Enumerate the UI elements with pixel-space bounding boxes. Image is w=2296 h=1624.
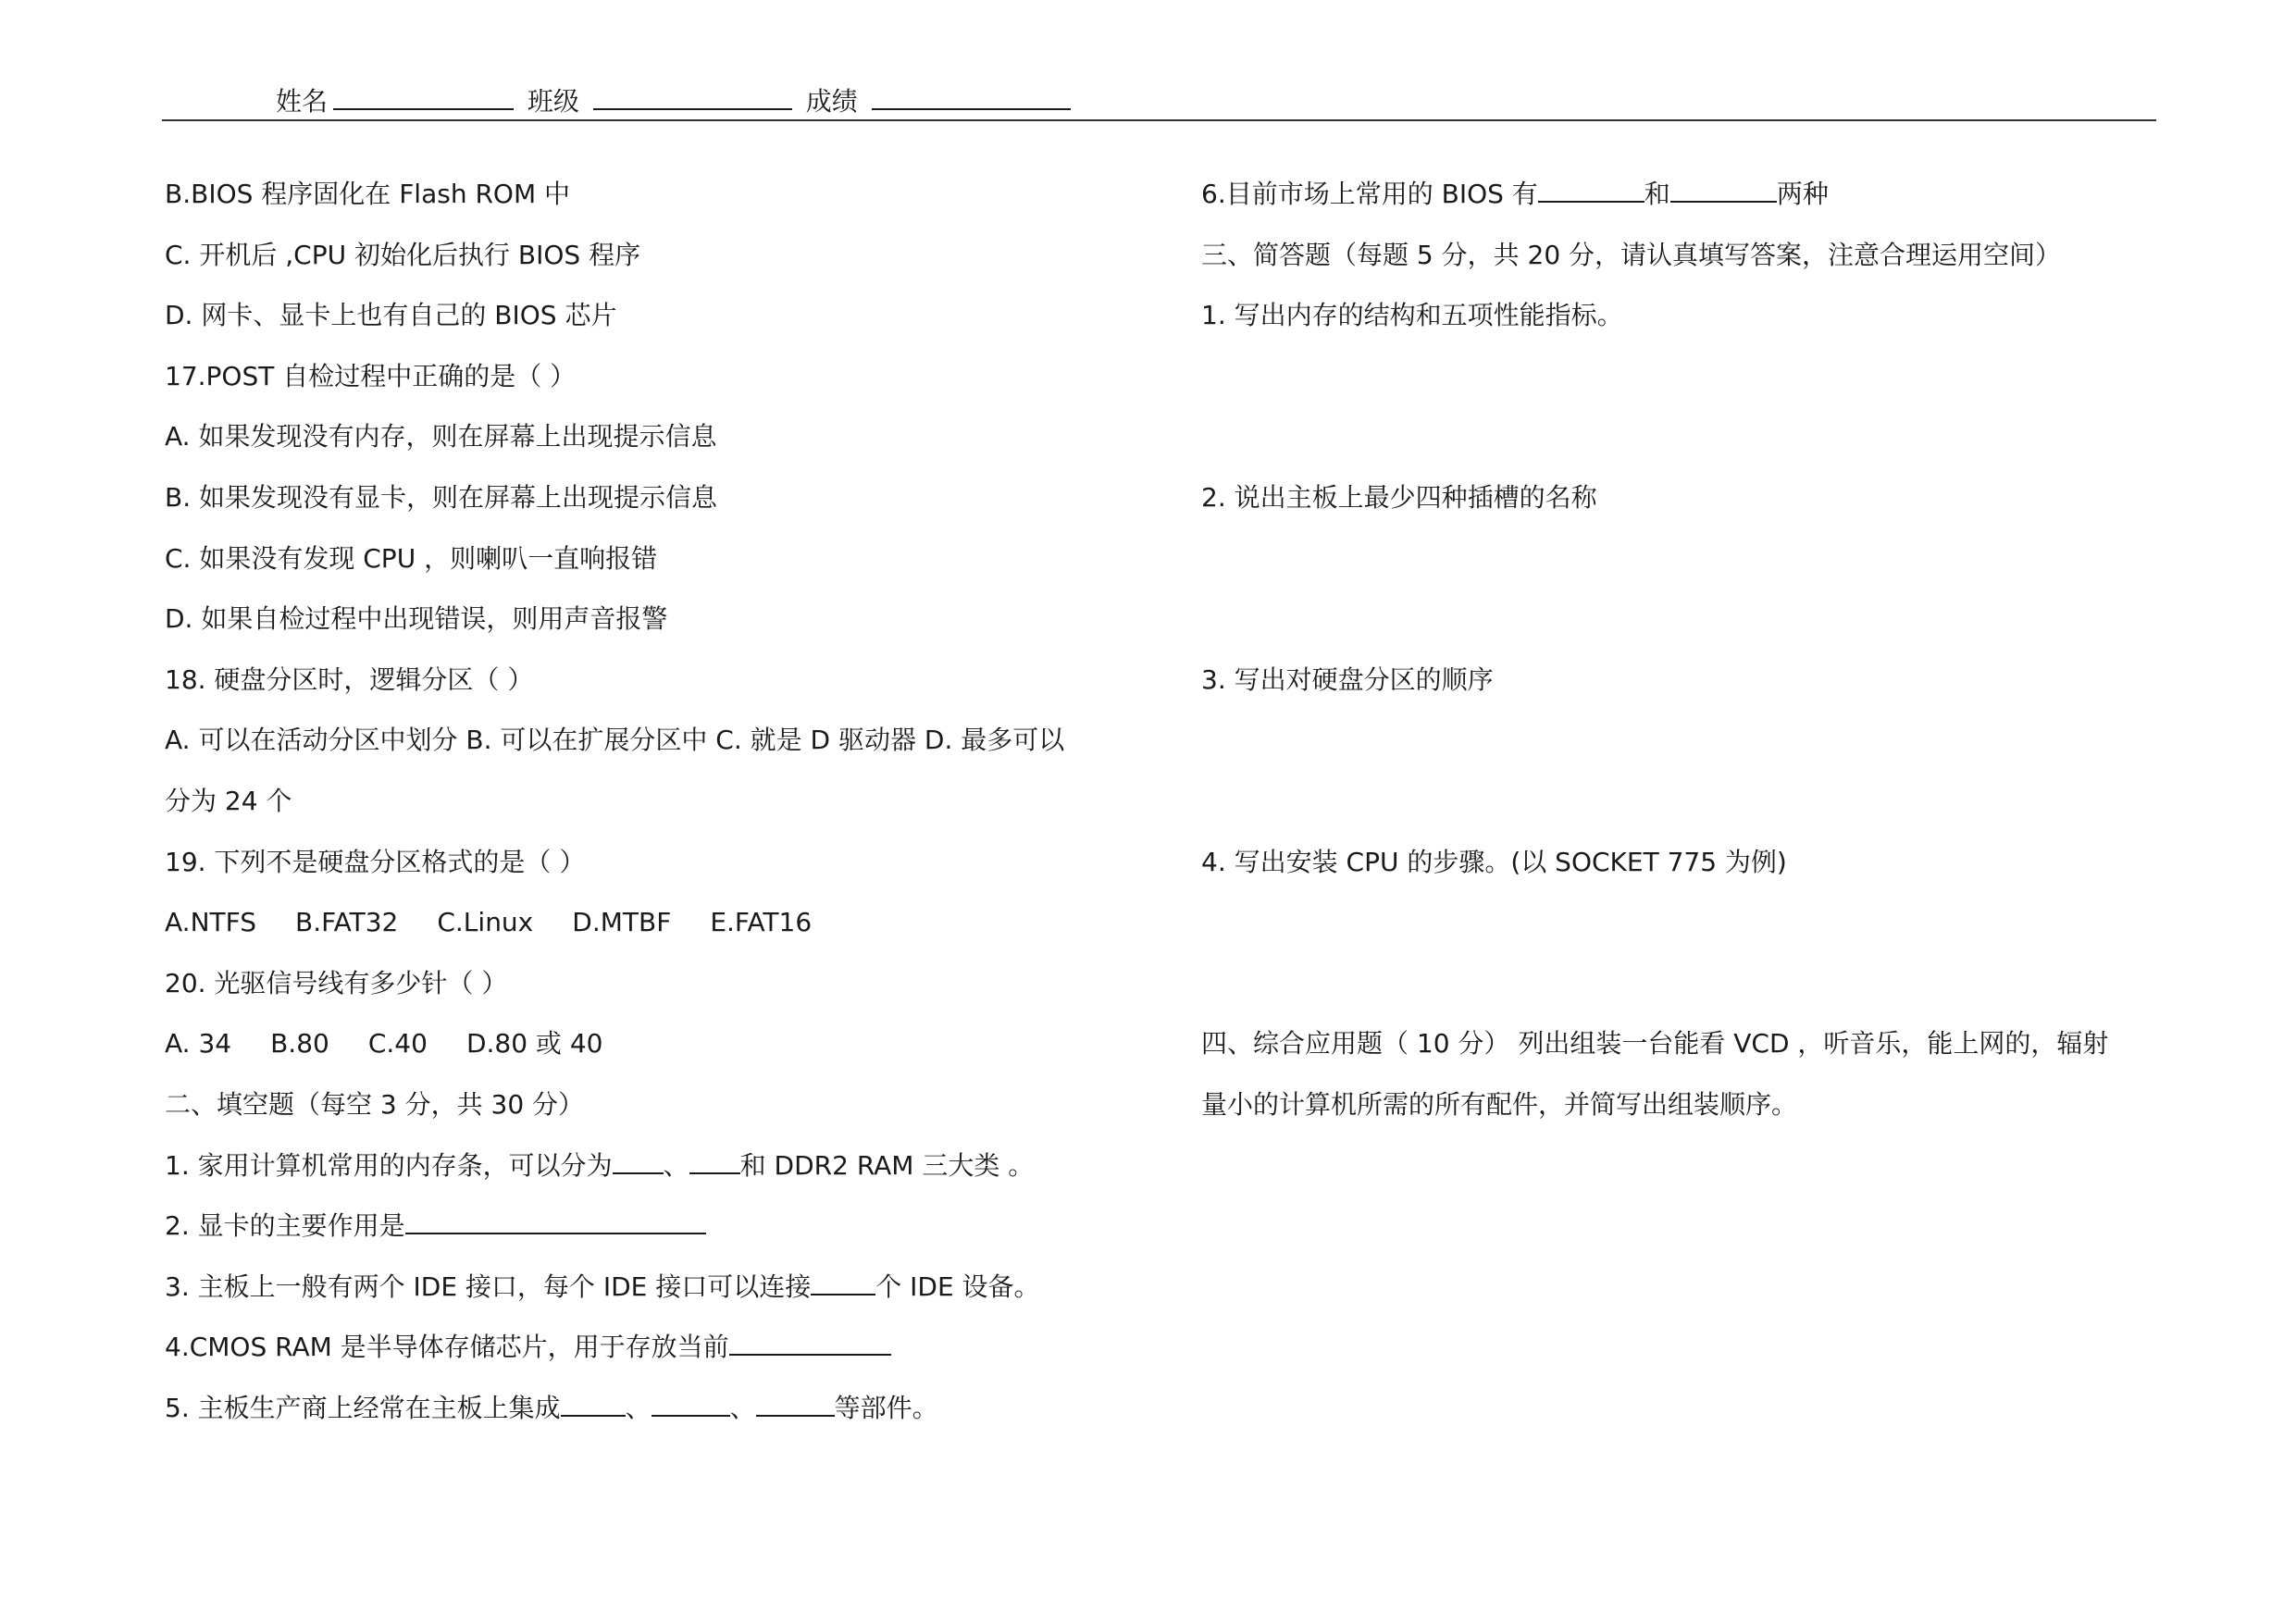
option: D.MTBF (572, 907, 672, 938)
answer-blank[interactable] (613, 1148, 664, 1174)
question-19: 19. 下列不是硬盘分区格式的是（ ） (165, 846, 586, 877)
question-17-option-a: A. 如果发现没有内存，则在屏幕上出现提示信息 (165, 421, 717, 452)
section-4-title-cont: 量小的计算机所需的所有配件，并简写出组装顺序。 (1201, 1088, 1798, 1120)
short-answer-4: 4. 写出安装 CPU 的步骤。(以 SOCKET 775 为例) (1201, 846, 1787, 877)
section-4-title: 四、综合应用题（ 10 分） 列出组装一台能看 VCD ，听音乐，能上网的，辐射 (1201, 1028, 2109, 1060)
class-blank[interactable] (593, 84, 792, 110)
answer-blank[interactable] (756, 1391, 835, 1417)
class-label: 班级 (527, 86, 579, 117)
question-16-option-d: D. 网卡、显卡上也有自己的 BIOS 芯片 (165, 300, 617, 331)
option: C.40 (367, 1028, 428, 1060)
name-label: 姓名 (276, 86, 329, 117)
short-answer-1: 1. 写出内存的结构和五项性能指标。 (1201, 300, 1623, 331)
answer-blank[interactable] (652, 1391, 730, 1417)
short-answer-3: 3. 写出对硬盘分区的顺序 (1201, 663, 1494, 695)
option: E.FAT16 (710, 907, 813, 938)
section-2-title: 二、填空题（每空 3 分，共 30 分） (165, 1088, 585, 1120)
fill-question-5: 5. 主板生产商上经常在主板上集成 、 、 等部件。 (165, 1392, 938, 1423)
question-19-options (165, 904, 1136, 965)
header-rule (162, 119, 2156, 121)
question-17: 17.POST 自检过程中正确的是（ ） (165, 360, 577, 391)
question-18-options: A. 可以在活动分区中划分 B. 可以在扩展分区中 C. 就是 D 驱动器 D. 最多可以 (165, 725, 1065, 756)
name-blank[interactable] (333, 84, 514, 110)
answer-space[interactable] (1201, 358, 2164, 419)
answer-space[interactable] (1201, 722, 2164, 783)
answer-space[interactable] (1201, 418, 2164, 479)
option: C.Linux (437, 907, 534, 938)
question-20: 20. 光驱信号线有多少针（ ） (165, 967, 508, 998)
option: A. 34 (165, 1028, 232, 1060)
score-blank[interactable] (872, 84, 1071, 110)
right-column (1201, 176, 2164, 1147)
option: B.80 (270, 1028, 329, 1060)
question-16-option-c: C. 开机后 ,CPU 初始化后执行 BIOS 程序 (165, 239, 641, 270)
question-16-option-b: B.BIOS 程序固化在 Flash ROM 中 (165, 179, 571, 209)
left-column (165, 176, 1136, 1450)
answer-space[interactable] (1201, 783, 2164, 844)
section-3-title: 三、简答题（每题 5 分，共 20 分，请认真填写答案，注意合理运用空间） (1201, 239, 2062, 270)
fill-question-3: 3. 主板上一般有两个 IDE 接口，每个 IDE 接口可以连接 个 IDE 设备。 (165, 1271, 1040, 1302)
answer-space[interactable] (1201, 540, 2164, 601)
answer-blank[interactable] (1538, 177, 1644, 203)
option: D.80 或 40 (465, 1028, 603, 1060)
fill-question-4: 4.CMOS RAM 是半导体存储芯片，用于存放当前 (165, 1329, 1136, 1390)
student-info-header (276, 81, 1076, 118)
question-18: 18. 硬盘分区时，逻辑分区（ ） (165, 663, 534, 695)
score-label: 成绩 (805, 86, 858, 117)
question-20-options (165, 1025, 1136, 1086)
answer-blank[interactable] (1670, 177, 1777, 203)
answer-blank[interactable] (561, 1391, 626, 1417)
answer-blank[interactable] (811, 1270, 875, 1295)
fill-question-1: 1. 家用计算机常用的内存条，可以分为 、 和 DDR2 RAM 三大类 。 (165, 1149, 1035, 1181)
question-18-options-cont: 分为 24 个 (165, 785, 292, 816)
answer-blank[interactable] (689, 1148, 740, 1174)
answer-blank[interactable] (405, 1209, 706, 1234)
answer-blank[interactable] (729, 1330, 891, 1356)
answer-space[interactable] (1201, 965, 2164, 1026)
answer-space[interactable] (1201, 601, 2164, 662)
question-17-option-b: B. 如果发现没有显卡，则在屏幕上出现提示信息 (165, 481, 718, 513)
short-answer-2: 2. 说出主板上最少四种插槽的名称 (1201, 481, 1597, 513)
option: B.FAT32 (295, 907, 399, 938)
question-17-option-c: C. 如果没有发现 CPU ，则喇叭一直响报错 (165, 542, 658, 574)
answer-space[interactable] (1201, 904, 2164, 965)
option: A.NTFS (165, 907, 256, 938)
fill-question-6: 6.目前市场上常用的 BIOS 有 和 两种 (1201, 179, 1829, 209)
fill-question-2: 2. 显卡的主要作用是 (165, 1208, 1136, 1269)
question-17-option-d: D. 如果自检过程中出现错误，则用声音报警 (165, 603, 668, 635)
